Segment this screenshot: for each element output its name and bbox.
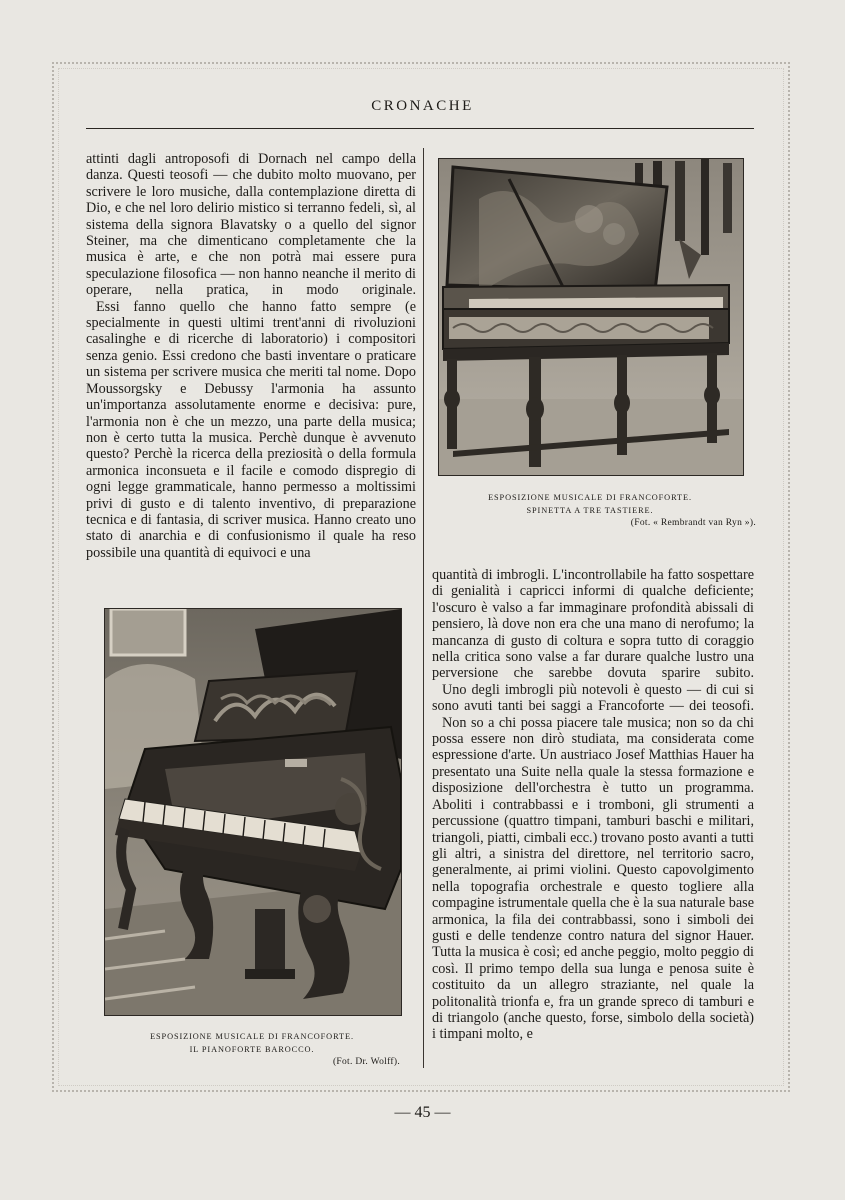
paragraph: quantità di imbrogli. L'incontrollabile ha fatto sospettare di genialità i capricci informi di qualche deficiente; l'oscuro è valso a far immaginare profondità abissali di pensiero, là dove non era che una mano di nerofumo; la mancanza di gusto di coltura e sopra tutto di coraggio nella critica sono valse a far durare qualche lustro una perversione che sarebbe dovuta sparire subito. <box>432 567 754 682</box>
piano-illustration <box>105 609 401 1015</box>
spinet-caption <box>438 491 756 530</box>
page-number: — 45 — <box>394 1104 451 1121</box>
header-rule <box>86 128 754 129</box>
paragraph: attinti dagli antroposofi di Dornach nel campo della danza. Questi teosofi — che dubito molto muovano, per scrivere le loro musiche, dalla contemplazione diretta di Dio, e che nel loro delirio mistico si terranno fedeli, sì, al sistema della signora Blavatsky o a quello del signor Steiner, ma che dimenticano completamente che la musica è arte, e che non potrà mai essere pura speculazione filosofica — non hanno neanche il merito di operare, nella pratica, in modo originale. <box>86 151 416 299</box>
right-column-text <box>432 567 754 1043</box>
paragraph: Essi fanno quello che hanno fatto sempre (e specialmente in questi ultimi trent'anni di rivoluzioni casalinghe e di ricerche di laboratorio) i compositori senza genio. Essi credono che basti inventare o praticare un sistema per scrivere musica che meriti tal nome. Dopo Moussorgsky e Debussy l'armonia ha assunto un'importanza assolutamente enorme e decisiva: pure, l'armonia non è che un mezzo, una parte della musica; non è certo tutta la musica. Perchè dunque è avvenuto questo? Perchè la ricerca della preziosità o della formula armonica inconsueta e il facile e comodo dispregio di ogni legge grammaticale, hanno permesso a moltissimi privi di gusto e di talento inventivo, di preparazione tecnica e di fantasia, di scriver musica. Hanno creato uno stato di anarchia e di confusionismo il quale ha reso possibile una quantità di equivoci e una <box>86 298 416 561</box>
caption-line: SPINETTA A TRE TASTIERE. <box>526 506 654 515</box>
piano-caption <box>104 1030 400 1069</box>
caption-line: IL PIANOFORTE BAROCCO. <box>189 1045 315 1054</box>
paragraph: Uno degli imbrogli più notevoli è questo — di cui si sono avuti tanti bei saggi a Francoforte — dei teosofi. <box>432 681 754 715</box>
running-header: CRONACHE <box>371 98 474 114</box>
spinet-photo <box>438 158 744 476</box>
spinet-illustration <box>439 159 743 475</box>
caption-line: ESPOSIZIONE MUSICALE DI FRANCOFORTE. <box>150 1032 354 1041</box>
photo-credit: (Fot. « Rembrandt van Ryn »). <box>630 518 756 528</box>
column-divider <box>423 148 424 1068</box>
left-column-text <box>86 151 416 561</box>
piano-photo <box>104 608 402 1016</box>
paragraph: Non so a chi possa piacere tale musica; non so da chi possa essere non dirò studiata, ma considerata come espressione d'arte. Un austriaco Josef Matthias Hauer ha presentato una Suite nella quale la stessa formazione e disposizione dell'orchestra è tutto un programma. Aboliti i contrabbassi e i tromboni, gli strumenti a percussione (quattro timpani, tamburi baschi e militari, triangoli, piatti, cimbali ecc.) trovano posto avanti a tutti gli altri, a sinistra del direttore, nel territorio sacro, generalmente, ai primi violini. Questo capovolgimento nella topografia orchestrale e questo togliere alla compagine istrumentale quella che è la sua naturale base armonica, la fila dei contrabbassi, sono i simboli dei gusti e delle tendenze contro natura del signor Hauer. Tutta la musica è così; ed anche peggio, molto peggio di così. Il primo tempo della sua lunga e penosa suite è costituito da un allegro straziante, nel quale la politonalità trionfa e, fra un grande spreco di tamburi e di triangolo (anche questo, forse, simbolo della società) i timpani molto, e <box>432 714 754 1043</box>
photo-credit: (Fot. Dr. Wolff). <box>332 1057 400 1067</box>
caption-line: ESPOSIZIONE MUSICALE DI FRANCOFORTE. <box>488 493 692 502</box>
